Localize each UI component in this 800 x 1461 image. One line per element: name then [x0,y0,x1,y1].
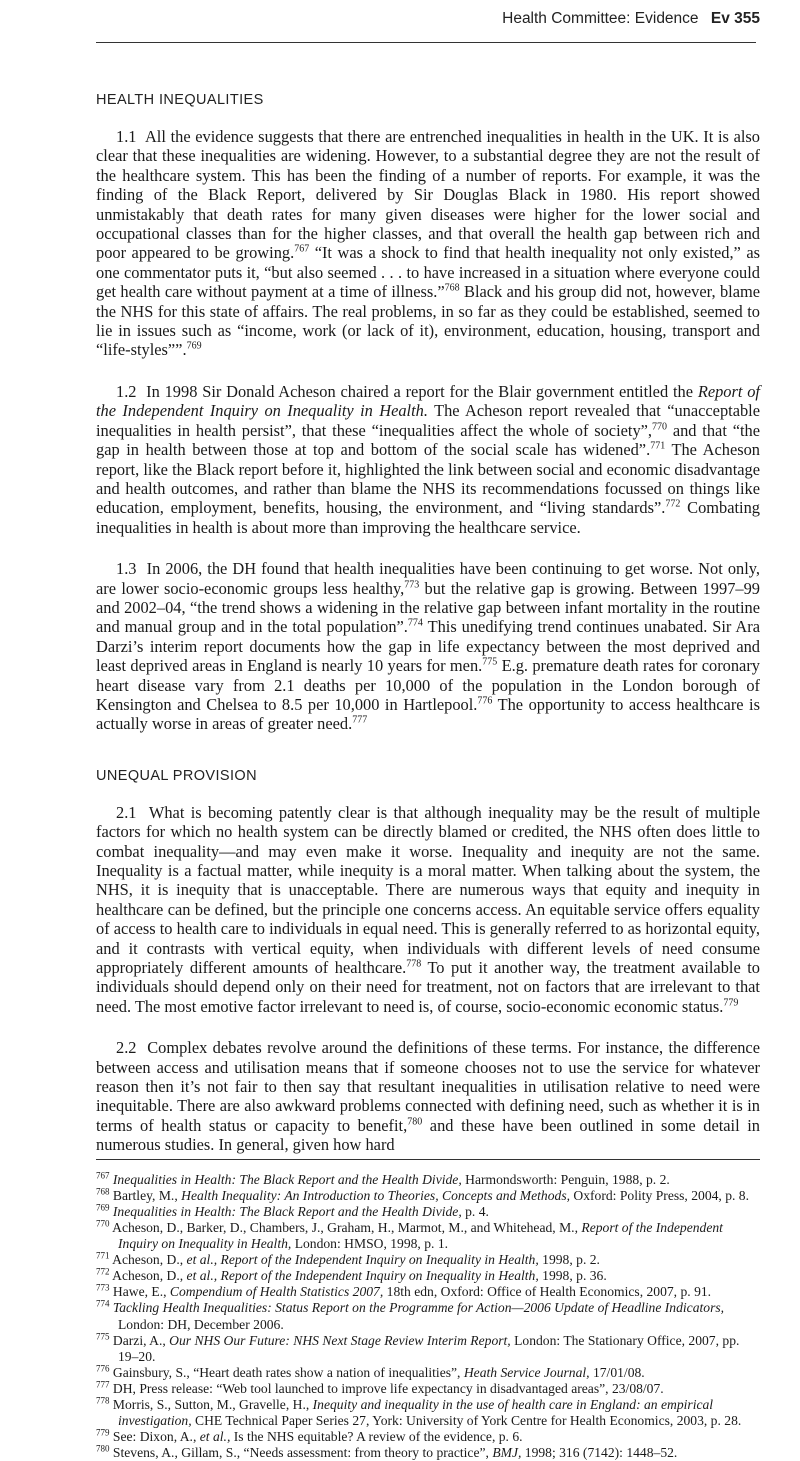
footnote [96,1300,760,1332]
running-header [502,10,760,28]
footnote-number: 775 [96,1331,110,1342]
paragraph-text: E.g. premature death rates for coronary heart disease vary from 2.1 deaths per 10,000 of the population in the London borough of Kensington and Chelsea to 8.5 per 10,000 in Hartlepool. [96,656,760,714]
footnote-text: Stevens, A., Gillam, S., “Needs assessment: from theory to practice”, [112,1445,493,1461]
footnote-number: 776 [96,1363,110,1374]
paragraph-text: This unedifying trend continues unabated. Sir Ara Darzi’s interim report documents how the gap in life expectancy between the most deprived and least deprived areas in England is nearly 10 years for men. [96,617,760,676]
footnote-text: Acheson, D., [112,1252,187,1268]
paragraph-text: The opportunity to access healthcare is actually worse in areas of greater need. [96,694,760,734]
footnote-number: 773 [96,1282,110,1293]
paragraph-text: In 2006, the DH found that health inequalities have been continuing to get worse. Not only, are lower socio-economic groups less healthy, [96,559,760,598]
footnote-ref: 768 [444,282,460,294]
footnote-rule [96,1159,760,1160]
footnote [96,1172,760,1188]
paragraph-text: Complex debates revolve around the definitions of these terms. For instance, the difference between access and utilisation means that if someone chooses not to use the service for whatever reason then it’s not fair to then say that resultant inequalities in utilisation relative to need were inequitable. There are also awkward problems connected with defining need, such as whether it is in terms of health status or capacity to benefit, [96,1038,760,1135]
footnote-title: Our NHS Our Future: NHS Next Stage Review Interim Report, [169,1332,511,1348]
paragraph-text: but the relative gap is growing. Between 1997–99 and 2002–04, “the trend shows a widening in the relative gap between infant mortality in the routine and manual group and in the total population”. [96,578,760,637]
paragraph-2-2 [96,1038,760,1154]
footnote [96,1365,760,1381]
footnote-text: p. 4. [461,1203,489,1219]
footnote-text: See: Dixon, A., [112,1429,200,1445]
footnote-text: Bartley, M., [112,1187,182,1203]
paragraph-text: Black and his group did not, however, blame the NHS for this state of affairs. The real problems, in so far as they could be established, seemed to lie in issues such as “income, work (or lack of it), environment, education, housing, transport and “life-styles””. [96,282,760,360]
footnote [96,1333,760,1365]
paragraph-text: To put it another way, the treatment available to individuals should depend only on their need for treatment, not on factors that are irrelevant to that need. The most emotive factor irrelevant to need is, of course, socio-economic economic status. [96,958,761,1016]
footnote-title: et al., Report of the Independent Inquiry on Inequality in Health, [186,1268,539,1284]
footnote-number: 771 [96,1250,110,1261]
footnote-ref: 776 [477,695,493,707]
footnote-ref: 767 [294,243,310,255]
paragraph-number: 2.2 [116,1038,137,1058]
paragraph-2-1 [96,803,760,1016]
section-heading-unequal-provision: UNEQUAL PROVISION [96,767,257,784]
footnote-ref: 778 [406,958,422,970]
paragraph-text: and these have been outlined in some detail in numerous studies. In general, given how hard [96,1115,760,1155]
footnote-number: 777 [96,1379,110,1390]
footnote [96,1252,760,1268]
footnote-text: London: HMSO, 1998, p. 1. [291,1236,449,1252]
footnote-title: Inequalities in Health: The Black Report and the Health Divide, [112,1203,462,1219]
footnote-number: 768 [96,1186,110,1197]
footnote-text: 1998; 316 (7142): 1448–52. [521,1445,678,1461]
footnote-text: 18th edn, Oxford: Office of Health Economics, 2007, p. 91. [383,1284,712,1300]
footnote-title: BMJ, [492,1445,522,1461]
paragraph-text: The Acheson report, like the Black report before it, highlighted the link between social and economic disadvantage and health outcomes, and rather than blame the NHS its recommendations focussed on things like education, employment, benefits, housing, the environment, and “living standards”. [96,440,760,518]
footnote-text: 17/01/08. [589,1364,645,1380]
footnote [96,1268,760,1284]
paragraph-1-3 [96,559,760,734]
footnote [96,1429,760,1445]
footnote-text: Is the NHS equitable? A review of the evidence, p. 6. [230,1429,523,1445]
publication-title: Health Committee: Evidence [502,10,699,27]
footnote-title: Inequalities in Health: The Black Report and the Health Divide, [112,1171,462,1187]
footnote [96,1445,760,1461]
footnote-text: Morris, S., Sutton, M., Gravelle, H., [112,1397,313,1412]
paragraph-text: All the evidence suggests that there are entrenched inequalities in health in the UK. It is also clear that these inequalities are widening. However, to a substantial degree they are not the result of the healthcare system. This has been the finding of a number of reports. For example, it was the finding of the Black Report, delivered by Sir Douglas Black in 1980. His report showed unmistakably that death rates for many given diseases were higher for the lower social and occupational classes than for the higher classes, and that overall the health gap between rich and poor appeared to be growing. [96,127,760,263]
section-heading-health-inequalities: HEALTH INEQUALITIES [96,92,264,108]
paragraph-text: The Acheson report revealed that “unacceptable inequalities in health persist”, that these “inequalities affect the whole of society”, [96,401,761,440]
page-body [96,92,760,1461]
paragraph-number: 1.3 [116,559,137,579]
report-title: Report of the Independent Inquiry on Inequality in Health. [96,381,760,421]
paragraph-1-2 [96,382,760,537]
footnote-title: Heath Service Journal, [463,1364,590,1380]
footnote [96,1220,760,1252]
paragraph-text: In 1998 Sir Donald Acheson chaired a report for the Blair government entitled the [146,381,698,401]
footnote-text: DH, Press release: “Web tool launched to improve life expectancy in disadvantaged areas”, 23/08/07. [112,1380,664,1396]
footnote-text: Gainsbury, S., “Heart death rates show a nation of inequalities”, [112,1364,464,1380]
footnote-number: 769 [96,1202,110,1213]
footnote-text: Acheson, D., Barker, D., Chambers, J., Graham, H., Marmot, M., and Whitehead, M., [112,1219,582,1235]
footnote-text: Oxford: Polity Press, 2004, p. 8. [570,1187,750,1203]
footnote [96,1204,760,1220]
footnote-text: London: The Stationary Office, 2007, pp. 19–20. [118,1332,740,1364]
footnote-number: 779 [96,1427,110,1438]
footnote-number: 772 [96,1266,110,1277]
footnote-title: Health Inequality: An Introduction to Theories, Concepts and Methods, [181,1187,571,1203]
paragraph-text: and that “the gap in health between those at top and bottom of the social scale has widened”. [96,420,760,460]
footnote-title: et al., [199,1429,231,1445]
footnote-number: 778 [96,1395,110,1406]
footnote-ref: 777 [352,714,368,726]
footnote-text: Harmondsworth: Penguin, 1988, p. 2. [461,1171,670,1187]
footnote-text: 1998, p. 2. [538,1252,600,1268]
paragraph-text: Combating inequalities in health is about more than improving the healthcare service. [96,498,761,537]
footnote [96,1188,760,1204]
footnote-ref: 775 [482,656,498,668]
footnote-number: 770 [96,1218,110,1229]
paragraph-text: “It was a shock to find that health inequality not only existed,” as one commentator puts it, “but also seemed . . . to have increased in a situation where everyone could get health care without payment at a time of illness.” [96,243,760,302]
footnote [96,1397,760,1429]
paragraph-number: 1.2 [116,381,137,401]
footnote-ref: 779 [723,997,739,1009]
footnote-ref: 772 [665,498,681,510]
footnote-title: et al., Report of the Independent Inquiry on Inequality in Health, [186,1252,539,1268]
paragraph-number: 1.1 [116,127,137,146]
footnote-text: Darzi, A., [112,1332,170,1348]
footnote-text: 1998, p. 36. [538,1268,607,1284]
footnote-text: Acheson, D., [112,1268,187,1284]
footnote-number: 774 [96,1298,110,1309]
footnote-ref: 773 [404,579,420,591]
footnote-ref: 771 [650,440,666,452]
footnote-number: 767 [96,1170,110,1181]
footnote-ref: 769 [186,341,202,352]
footnotes [96,1172,760,1461]
footnote-text: Hawe, E., [112,1284,170,1300]
header-rule [96,42,756,43]
page-number: Ev 355 [710,10,760,27]
footnote-text: CHE Technical Paper Series 27, York: University of York Centre for Health Economics, 2003, p. 28. [191,1413,742,1429]
footnote [96,1284,760,1300]
footnote-ref: 780 [407,1116,423,1128]
footnote-number: 780 [96,1443,110,1454]
footnote-title: Report of the Independent Inquiry on Inequality in Health, [118,1219,723,1252]
paragraph-1-1 [96,127,760,360]
footnote [96,1381,760,1397]
footnote-title: Tackling Health Inequalities: Status Report on the Programme for Action—2006 Update of Headline Indicators, [112,1300,725,1316]
footnote-title: Inequity and inequality in the use of health care in England: an empirical investigation, [118,1397,714,1429]
paragraph-number: 2.1 [116,802,137,822]
paragraph-text: What is becoming patently clear is that although inequality may be the result of multiple factors for which no health system can be directly blamed or credited, the NHS often does little to combat inequality—and may even make it worse. Inequality and inequity are not the same. Inequality is a factual matter, while inequity is a moral matter. When talking about the system, the NHS, it is inequity that is unacceptable. There are numerous ways that equity and inequity in healthcare can be defined, but the principle one concerns access. An equitable service offers equality of access to health care to individuals in equal need. This is generally referred to as horizontal equity, and it contrasts with vertical equity, when individuals with different levels of need consume appropriately different amounts of healthcare. [96,802,760,978]
footnote-ref: 770 [652,421,668,433]
footnote-text: London: DH, December 2006. [118,1316,284,1332]
footnote-title: Compendium of Health Statistics 2007, [169,1284,384,1300]
footnote-ref: 774 [407,617,423,629]
